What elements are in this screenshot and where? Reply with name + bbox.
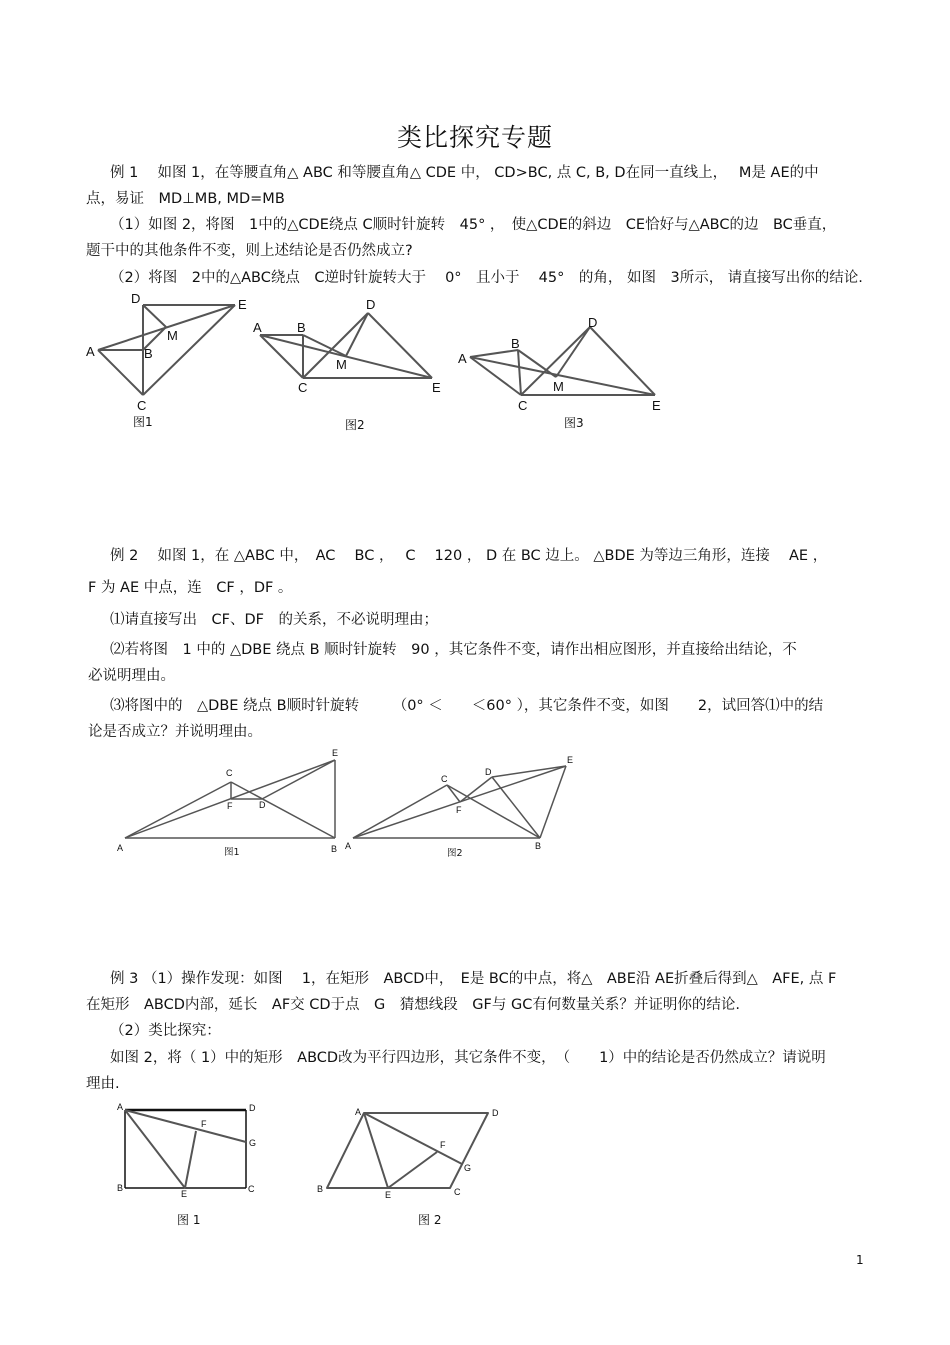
ex2-fig1-caption: 图1 [224, 847, 240, 858]
ex2-line-7: 论是否成立？并说明理由。 [88, 724, 262, 740]
ex3-figures [110, 1098, 510, 1233]
ex3-fig2-label-F: F [440, 1140, 446, 1150]
ex3-fig1 [117, 1102, 256, 1227]
ex3-fig2-label-G: G [464, 1163, 472, 1173]
ex3-fig1-label-F: F [201, 1119, 207, 1129]
ex1-fig2-caption: 图2 [345, 418, 365, 432]
ex1-line-3: （1）如图 2，将图 1中的△CDE绕点 C顺时针旋转 45° ， 使△CDE的斜边 CE恰好与△ABC的边 BC垂直， [110, 217, 837, 233]
ex3-fig1-label-C: C [248, 1184, 255, 1194]
ex1-fig3-label-A: A [458, 351, 467, 366]
ex3-fig2-label-C: C [454, 1187, 461, 1197]
ex3-fig1-caption: 图 1 [177, 1213, 201, 1227]
ex1-fig3-caption: 图3 [564, 416, 584, 430]
ex1-fig1-caption: 图1 [133, 415, 153, 429]
ex3-fig1-label-E: E [181, 1189, 188, 1199]
ex1-fig3-label-C: C [518, 398, 528, 413]
page-title: 类比探究专题 [396, 123, 553, 152]
ex3-fig2-label-B: B [317, 1184, 324, 1194]
ex1-line-5: （2）将图 2中的△ABC绕点 C逆时针旋转大于 0° 且小于 45° 的角， 如图 3所示， 请直接写出你的结论. [110, 270, 863, 286]
ex2-fig1-label-D: D [259, 800, 266, 810]
ex1-fig1-label-C: C [137, 398, 147, 413]
ex3-fig2-label-D: D [492, 1108, 499, 1118]
ex1-fig3-label-D: D [588, 315, 598, 330]
ex2-fig1-label-C: C [226, 768, 233, 778]
ex3-line-1: 例 3 （1）操作发现：如图 1，在矩形 ABCD中， E是 BC的中点，将△ ABE沿 AE折叠后得到△ AFE, 点 F [110, 971, 837, 987]
page-number: 1 [856, 1253, 864, 1267]
ex1-fig3-label-E: E [652, 398, 661, 413]
ex1-fig1-label-B: B [144, 346, 153, 361]
ex1-fig1-label-E: E [238, 297, 247, 312]
ex2-fig2-label-C: C [441, 774, 448, 784]
ex1-fig1-label-M: M [167, 328, 178, 343]
ex2-fig2-label-F: F [456, 805, 462, 815]
ex1-fig1 [86, 291, 247, 429]
ex2-figures [110, 745, 590, 860]
ex2-line-4: ⑵若将图 1 中的 △DBE 绕点 B 顺时针旋转 90 ，其它条件不变，请作出相应图形，并直接给出结论，不 [110, 642, 797, 658]
ex2-fig1-label-E: E [332, 748, 339, 758]
ex1-fig3-label-M: M [553, 379, 564, 394]
ex3-line-5: 理由. [86, 1076, 120, 1092]
ex1-fig3 [458, 315, 661, 430]
ex1-fig2 [253, 297, 441, 432]
ex2-fig2-caption: 图2 [447, 848, 463, 859]
ex1-line-2: 点，易证 MD⊥MB, MD=MB [86, 191, 285, 207]
ex2-fig2-label-D: D [485, 767, 492, 777]
ex2-fig1-label-F: F [227, 801, 233, 811]
ex1-fig2-label-E: E [432, 380, 441, 395]
ex3-fig1-label-B: B [117, 1183, 124, 1193]
ex2-fig2-label-B: B [535, 841, 542, 851]
ex1-fig2-label-M: M [336, 357, 347, 372]
ex3-fig2 [317, 1107, 499, 1227]
ex1-line-4: 题干中的其他条件不变，则上述结论是否仍然成立? [86, 243, 413, 259]
ex2-line-2: F 为 AE 中点，连 CF ，DF 。 [88, 580, 293, 596]
ex3-fig1-label-A: A [117, 1102, 124, 1112]
ex1-fig1-label-D: D [131, 291, 141, 306]
ex2-fig2-label-E: E [567, 755, 574, 765]
ex2-fig1-label-A: A [117, 843, 124, 853]
ex1-fig2-label-A: A [253, 320, 262, 335]
ex1-fig1-label-A: A [86, 344, 95, 359]
ex3-fig1-label-D: D [249, 1103, 256, 1113]
ex2-line-3: ⑴请直接写出 CF、DF 的关系，不必说明理由； [110, 612, 438, 628]
ex1-line-1: 例 1 如图 1，在等腰直角△ ABC 和等腰直角△ CDE 中， CD>BC, 点 C, B, D在同一直线上， M是 AE的中 [110, 165, 819, 181]
ex3-fig2-label-A: A [355, 1107, 362, 1117]
ex3-line-3: （2）类比探究： [110, 1023, 221, 1039]
ex3-fig2-caption: 图 2 [418, 1213, 442, 1227]
ex1-fig2-label-D: D [366, 297, 376, 312]
ex2-fig1 [117, 748, 338, 858]
ex3-line-2: 在矩形 ABCD内部，延长 AF交 CD于点 G 猜想线段 GF与 GC有何数量关系？并证明你的结论. [86, 997, 740, 1013]
ex1-fig3-label-B: B [511, 336, 520, 351]
ex1-figures [80, 288, 700, 438]
ex3-fig1-label-G: G [249, 1138, 257, 1148]
ex3-fig2-label-E: E [385, 1190, 392, 1200]
ex2-fig2 [345, 755, 573, 859]
ex2-line-6: ⑶将图中的 △DBE 绕点 B顺时针旋转 （0° ＜ ＜60° ），其它条件不变，如图 2，试回答⑴中的结 [110, 698, 824, 714]
ex2-line-5: 必说明理由。 [88, 668, 175, 684]
ex2-fig1-label-B: B [331, 844, 338, 854]
ex3-line-4: 如图 2，将（ 1）中的矩形 ABCD改为平行四边形，其它条件不变， （ 1）中的结论是否仍然成立？请说明 [110, 1050, 826, 1066]
ex1-fig2-label-B: B [297, 320, 306, 335]
ex2-fig2-label-A: A [345, 841, 352, 851]
ex2-line-1: 例 2 如图 1，在 △ABC 中， AC BC ， C 120 ， D 在 BC 边上。 △BDE 为等边三角形，连接 AE ， [110, 548, 828, 564]
ex1-fig2-label-C: C [298, 380, 308, 395]
